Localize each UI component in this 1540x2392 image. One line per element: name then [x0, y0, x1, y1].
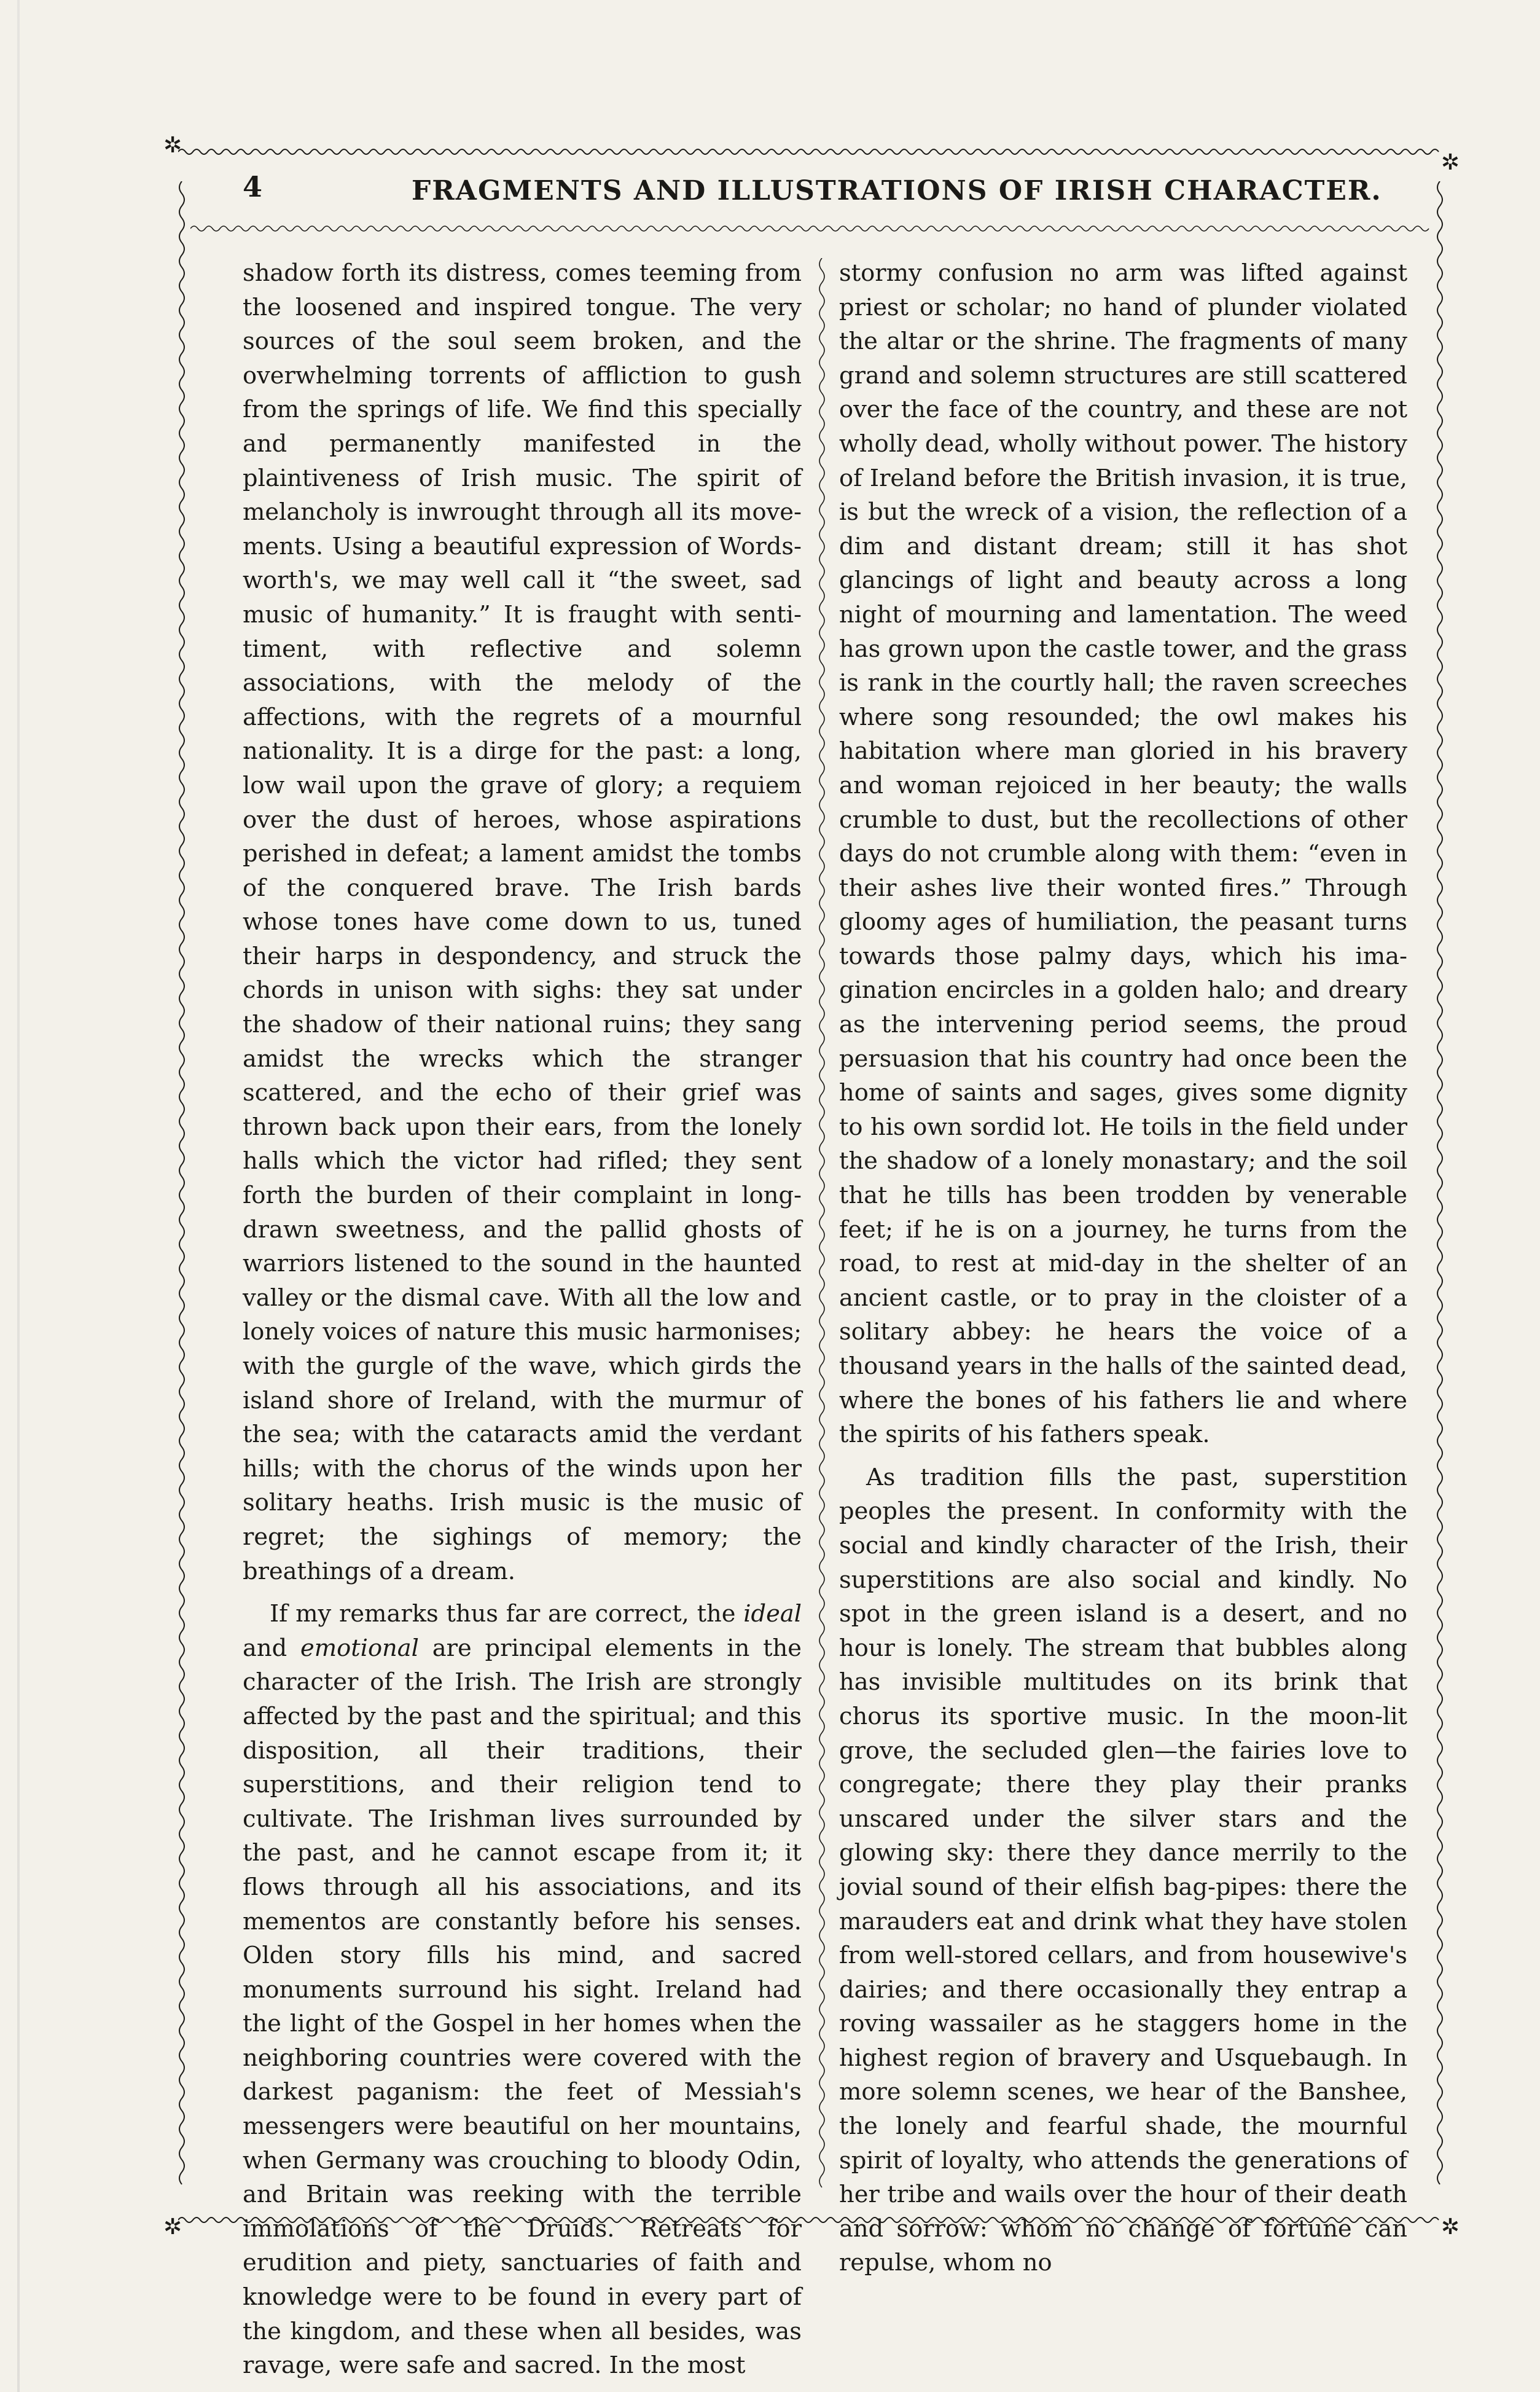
- corner-ornament-bottom-right-icon: ✲: [1440, 2214, 1460, 2240]
- right-wavy-border: [1433, 181, 1447, 2190]
- right-column: [839, 256, 1407, 2280]
- top-wavy-border: [178, 144, 1444, 159]
- column-divider-wavy: [815, 258, 829, 2190]
- left-paragraph-1: shadow forth its distress, comes teeming from the loosened and inspired tongue. The very sources of the soul seem broken, and the overwhelming torrents of affliction to gush from the springs of life. We find this specially and permanently manifested in the plaintiveness of Irish music. The spirit of melancholy is inwrought through all its movements. Using a beautiful expression of Wordsworth's, we may well call it “the sweet, sad music of humanity.” It is fraught with sentitiment, with reflective and solemn associations, with the melody of the affections, with the regrets of a mournful nationality. It is a dirge for the past: a long, low wail upon the grave of glory; a requiem over the dust of heroes, whose aspirations perished in defeat; a lament amidst the tombs of the conquered brave. The Irish bards whose tones have come down to us, tuned their harps in despondency, and struck the chords in unison with sighs: they sat under the shadow of their national ruins; they sang amidst the wrecks which the stranger scattered, and the echo of their grief was thrown back upon their ears, from the lonely halls which the victor had rifled; they sent forth the burden of their complaint in long-drawn sweetness, and the pallid ghosts of warriors listened to the sound in the haunted valley or the dismal cave. With all the low and lonely voices of nature this music harmonises; with the gurgle of the wave, which girds the island shore of Ireland, with the murmur of the sea; with the cataracts amid the verdant hills; with the chorus of the winds upon her solitary heaths. Irish music is the music of regret; the sighings of memory; the breathings of a dream.: [243, 259, 802, 1585]
- corner-ornament-top-left-icon: ✲: [163, 133, 182, 158]
- left-paragraph-2: If my remarks thus far are correct, the ideal and emotional are principal elements in the character of the Irish. The Irish are strongly affected by the past and the spiritual; and this disposition, all their traditions, their superstitions, and their religion tend to cultivate. The Irishman lives surrounded by the past, and he cannot escape from it; it flows through all his associations, and its mementos are constantly before his senses. Olden story fills his mind, and sacred monuments surround his sight. Ireland had the light of the Gospel in her homes when the neighboring countries were covered with the darkest paganism: the feet of Messiah's messengers were beautiful on her mountains, when Germany was crouching to bloody Odin, and Britain was reeking with the terrible immolations of the Druids. Retreats for erudition and piety, sanctuaries of faith and knowledge were to be found in every part of the kingdom, and these when all besides, was ravage, were safe and sacred. In the most: [243, 1600, 802, 2380]
- emphasis-ideal: ideal: [743, 1600, 802, 1628]
- corner-ornament-bottom-left-icon: ✲: [163, 2214, 182, 2240]
- page-border: [163, 133, 1460, 2380]
- right-paragraph-2: As tradition fills the past, superstition peoples the present. In conformity with the social and kindly character of the Irish, their superstitions are also social and kindly. No spot in the green island is a desert, and no hour is lonely. The stream that bubbles along has invisible multitudes on its brink that chorus its sportive music. In the moon-lit grove, the secluded glen—the fairies love to congregate; there they play their pranks unscared under the silver stars and the glowing sky: there they dance merrily to the jovial sound of their elfish bag-pipes: there the marauders eat and drink what they have stolen from well-stored cellars, and from housewive's dairies; and there occasionally they entrap a roving wassailer as he staggers home in the highest region of bravery and Usquebaugh. In more solemn scenes, we hear of the Banshee, the lonely and fearful shade, the mournful spirit of loyalty, who attends the generations of her tribe and wails over the hour of their death and sorrow: whom no change of fortune can repulse, whom no: [839, 1463, 1407, 2277]
- page-number: 4: [243, 170, 263, 203]
- corner-ornament-top-right-icon: ✲: [1440, 150, 1460, 175]
- right-paragraph-1: stormy confusion no arm was lifted against priest or scholar; no hand of plunder violated the altar or the shrine. The fragments of many grand and solemn structures are still scattered over the face of the country, and these are not wholly dead, wholly without power. The history of Ireland before the British invasion, it is true, is but the wreck of a vision, the reflection of a dim and distant dream; still it has shot glancings of light and beauty across a long night of mourning and lamentation. The weed has grown upon the castle tower, and the grass is rank in the courtly hall; the raven screeches where song resounded; the owl makes his habitation where man gloried in his bravery and woman rejoiced in her beauty; the walls crumble to dust, but the recollections of other days do not crumble along with them: “even in their ashes live their wonted fires.” Through gloomy ages of humiliation, the peasant turns towards those palmy days, which his imagination encircles in a golden halo; and dreary as the intervening period seems, the proud persuasion that his country had once been the home of saints and sages, gives some dignity to his own sordid lot. He toils in the field under the shadow of a lonely monastary; and the soil that he tills has been trodden by venerable feet; if he is on a journey, he turns from the road, to rest at mid-day in the shelter of an ancient castle, or to pray in the cloister of a solitary abbey: he hears the voice of a thousand years in the halls of the sainted dead, where the bones of his fathers lie and where the spirits of his fathers speak.: [839, 259, 1407, 1449]
- left-wavy-border: [174, 181, 189, 2190]
- running-title: FRAGMENTS AND ILLUSTRATIONS OF IRISH CHARACTER.: [412, 175, 1382, 206]
- emphasis-emotional: emotional: [300, 1634, 419, 1662]
- header-wavy-rule: [190, 221, 1431, 236]
- page-edge-shadow: [17, 0, 20, 2392]
- left-column: [243, 256, 802, 2383]
